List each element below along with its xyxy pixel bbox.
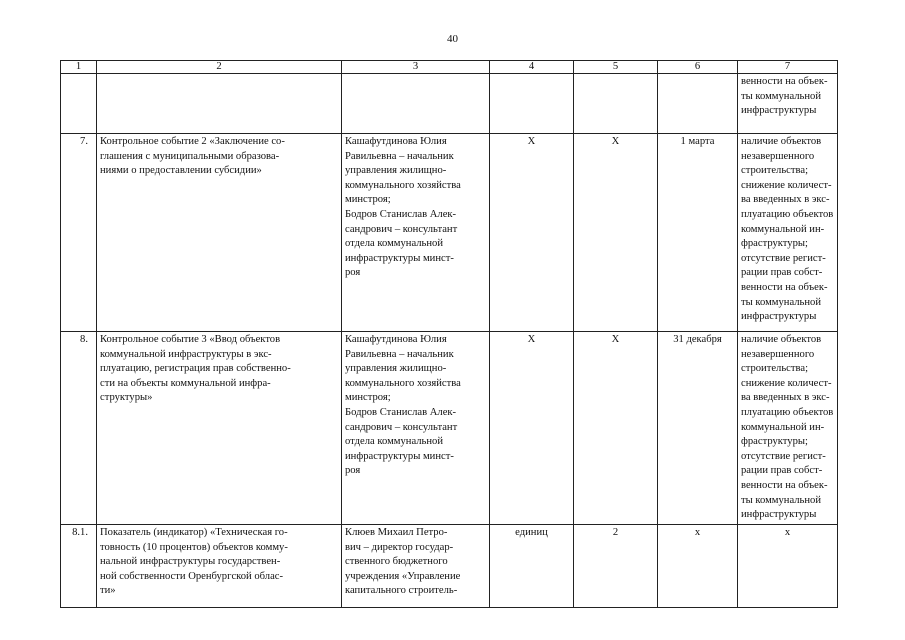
cell-row-number: 7. [61, 134, 97, 332]
cell-risks: наличие объектов незавершенного строительства; снижение количест- ва введенных в экс- плуатацию объектов коммунальной ин- фраструктуры; отсутствие регист- рации прав собст- венности на объек- ты коммунальной инфраструктуры [738, 332, 838, 525]
page-number: 40 [447, 33, 458, 45]
cell-empty [574, 74, 658, 134]
cell-col5: Х [574, 332, 658, 525]
cell-responsible: Кашафутдинова Юлия Равильевна – начальник управления жилищно- коммунального хозяйства минстроя; Бодров Станислав Алек- сандрович – консультант отдела коммунальной инфраструктуры минст- роя [342, 332, 490, 525]
cell-responsible: Клюев Михаил Петро- вич – директор государ- ственного бюджетного учреждения «Управление капитального строитель- [342, 525, 490, 608]
cell-empty [658, 74, 738, 134]
plan-table [60, 60, 838, 608]
column-number-1: 1 [61, 61, 97, 74]
cell-risks: венности на объек- ты коммунальной инфраструктуры [738, 74, 838, 134]
table-header-row [61, 61, 838, 74]
column-number-4: 4 [490, 61, 574, 74]
table-row [61, 134, 838, 332]
cell-event: Показатель (индикатор) «Техническая го- товность (10 процентов) объектов комму- нальной инфраструктуры государствен- ной собственности Оренбургской облас- ти» [97, 525, 342, 608]
column-number-6: 6 [658, 61, 738, 74]
cell-value: 2 [574, 525, 658, 608]
cell-col4: Х [490, 134, 574, 332]
cell-empty [61, 74, 97, 134]
cell-col6: х [658, 525, 738, 608]
column-number-3: 3 [342, 61, 490, 74]
cell-col5: Х [574, 134, 658, 332]
cell-col4: Х [490, 332, 574, 525]
table-row [61, 525, 838, 608]
cell-event: Контрольное событие 3 «Ввод объектов коммунальной инфраструктуры в экс- плуатацию, регистрация прав собственно- сти на объекты коммунальной инфра- структуры» [97, 332, 342, 525]
cell-date: 31 декабря [658, 332, 738, 525]
cell-row-number: 8. [61, 332, 97, 525]
table-row [61, 332, 838, 525]
cell-empty [490, 74, 574, 134]
cell-responsible: Кашафутдинова Юлия Равильевна – начальник управления жилищно- коммунального хозяйства минстроя; Бодров Станислав Алек- сандрович – консультант отдела коммунальной инфраструктуры минст- роя [342, 134, 490, 332]
cell-empty [342, 74, 490, 134]
cell-event: Контрольное событие 2 «Заключение со- глашения с муниципальными образова- ниями о предоставлении субсидии» [97, 134, 342, 332]
column-number-7: 7 [738, 61, 838, 74]
cell-row-number: 8.1. [61, 525, 97, 608]
column-number-2: 2 [97, 61, 342, 74]
column-number-5: 5 [574, 61, 658, 74]
cell-unit: единиц [490, 525, 574, 608]
cell-empty [97, 74, 342, 134]
table-row-continuation [61, 74, 838, 134]
cell-date: 1 марта [658, 134, 738, 332]
cell-risks: наличие объектов незавершенного строительства; снижение количест- ва введенных в экс- плуатацию объектов коммунальной ин- фраструктуры; отсутствие регист- рации прав собст- венности на объек- ты коммунальной инфраструктуры [738, 134, 838, 332]
cell-col7: х [738, 525, 838, 608]
